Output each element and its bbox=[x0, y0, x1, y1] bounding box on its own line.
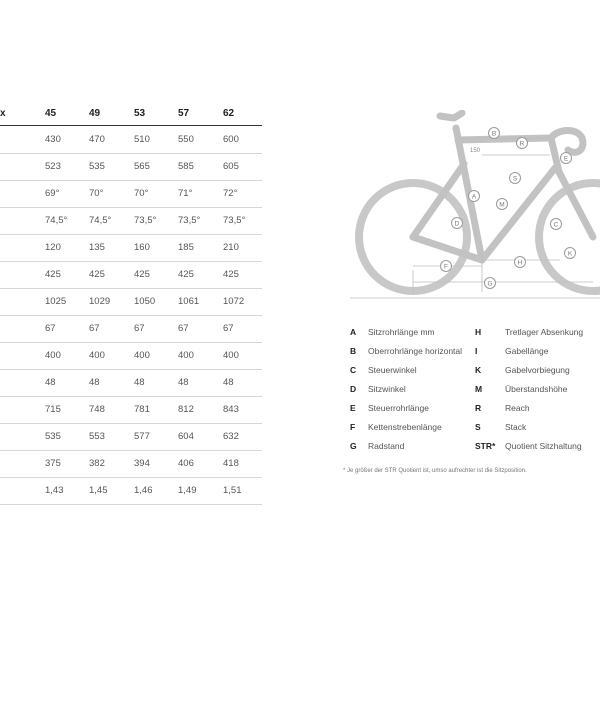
bike-geometry-diagram bbox=[350, 110, 600, 305]
legend-label: Quotient Sitzhaltung bbox=[505, 441, 582, 451]
table-cell: 430 bbox=[45, 134, 61, 145]
table-cell: 425 bbox=[223, 269, 239, 280]
table-cell: 1029 bbox=[89, 296, 111, 307]
table-row bbox=[0, 207, 262, 235]
table-cell: 843 bbox=[223, 404, 239, 415]
marker-label: R bbox=[519, 140, 525, 148]
marker-label: S bbox=[512, 175, 518, 183]
legend-label: Sitzrohrlänge mm bbox=[368, 327, 435, 337]
legend-item bbox=[350, 363, 417, 382]
marker-label: B bbox=[491, 130, 497, 138]
table-cell: 67 bbox=[178, 323, 189, 334]
table-row bbox=[0, 450, 262, 478]
table-row bbox=[0, 261, 262, 289]
table-cell: 72° bbox=[223, 188, 238, 199]
legend-key: S bbox=[475, 422, 481, 432]
legend-label: Radstand bbox=[368, 441, 405, 451]
table-cell: 185 bbox=[178, 242, 194, 253]
table-cell: 418 bbox=[223, 458, 239, 469]
legend-label: Tretlager Absenkung bbox=[505, 327, 584, 337]
table-cell: 48 bbox=[178, 377, 189, 388]
table-cell: 394 bbox=[134, 458, 150, 469]
legend-label: Reach bbox=[505, 403, 530, 413]
table-cell: 553 bbox=[89, 431, 105, 442]
marker-label: F bbox=[444, 263, 448, 271]
legend-key: R bbox=[475, 403, 482, 413]
legend-item bbox=[475, 344, 548, 363]
table-cell: 1072 bbox=[223, 296, 245, 307]
legend-item bbox=[475, 325, 583, 344]
saddle bbox=[440, 113, 462, 118]
table-cell: 400 bbox=[89, 350, 105, 361]
legend-item bbox=[350, 325, 435, 344]
table-row bbox=[0, 180, 262, 208]
table-cell: 565 bbox=[134, 161, 150, 172]
table-cell: 48 bbox=[223, 377, 234, 388]
table-cell: 425 bbox=[178, 269, 194, 280]
table-cell: 600 bbox=[223, 134, 239, 145]
legend-key: M bbox=[475, 384, 483, 394]
legend-key: B bbox=[350, 346, 357, 356]
marker-label: M bbox=[499, 201, 505, 209]
table-cell: 382 bbox=[89, 458, 105, 469]
table-cell: 67 bbox=[89, 323, 100, 334]
table-cell: 400 bbox=[45, 350, 61, 361]
footnote: * Je größer der STR Quotient ist, umso aufrechter ist die Sitzposition. bbox=[343, 468, 527, 474]
legend-item bbox=[475, 382, 567, 401]
table-cell: 74,5° bbox=[89, 215, 112, 226]
table-cell: 812 bbox=[178, 404, 194, 415]
marker-label: K bbox=[567, 250, 573, 258]
table-cell: 425 bbox=[134, 269, 150, 280]
table-cell: 550 bbox=[178, 134, 194, 145]
table-cell: 604 bbox=[178, 431, 194, 442]
table-cell: 1,43 bbox=[45, 485, 64, 496]
table-cell: 535 bbox=[89, 161, 105, 172]
table-cell: 510 bbox=[134, 134, 150, 145]
legend-label: Oberrohrlänge horizontal bbox=[368, 346, 463, 356]
table-cell: 71° bbox=[178, 188, 193, 199]
table-cell: 1050 bbox=[134, 296, 156, 307]
table-cell: 632 bbox=[223, 431, 239, 442]
table-cell: 523 bbox=[45, 161, 61, 172]
size-header: 45 bbox=[45, 108, 57, 119]
legend-label: Sitzwinkel bbox=[368, 384, 406, 394]
table-cell: 577 bbox=[134, 431, 150, 442]
table-row bbox=[0, 288, 262, 316]
marker-label: A bbox=[471, 193, 477, 201]
legend-label: Gabelvorbiegung bbox=[505, 365, 570, 375]
table-cell: 67 bbox=[134, 323, 145, 334]
size-header: 62 bbox=[223, 108, 235, 119]
size-header: 49 bbox=[89, 108, 101, 119]
legend-key: G bbox=[350, 441, 357, 451]
size-header: 53 bbox=[134, 108, 146, 119]
marker-label: G bbox=[487, 280, 493, 288]
marker-label: E bbox=[563, 155, 569, 163]
table-cell: 160 bbox=[134, 242, 150, 253]
table-row bbox=[0, 477, 262, 505]
table-cell: 1,51 bbox=[223, 485, 242, 496]
table-row bbox=[0, 369, 262, 397]
table-row bbox=[0, 234, 262, 262]
legend-label: Stack bbox=[505, 422, 527, 432]
legend-key: STR* bbox=[475, 441, 496, 451]
table-cell: 715 bbox=[45, 404, 61, 415]
table-cell: 748 bbox=[89, 404, 105, 415]
table-cell: 1,49 bbox=[178, 485, 197, 496]
legend-key: C bbox=[350, 365, 357, 375]
table-cell: 400 bbox=[178, 350, 194, 361]
table-cell: 67 bbox=[45, 323, 56, 334]
table-cell: 375 bbox=[45, 458, 61, 469]
marker-label: C bbox=[553, 221, 559, 229]
legend-label: Überstandshöhe bbox=[505, 384, 568, 394]
table-cell: 135 bbox=[89, 242, 105, 253]
table-cell: 605 bbox=[223, 161, 239, 172]
table-cell: 73,5° bbox=[178, 215, 201, 226]
table-row bbox=[0, 153, 262, 181]
table-row bbox=[0, 342, 262, 370]
legend-key: D bbox=[350, 384, 357, 394]
table-row bbox=[0, 396, 262, 424]
table-cell: 535 bbox=[45, 431, 61, 442]
legend-item bbox=[350, 382, 406, 401]
table-cell: 585 bbox=[178, 161, 194, 172]
legend-item bbox=[350, 439, 404, 458]
table-cell: 1,45 bbox=[89, 485, 108, 496]
table-row bbox=[0, 423, 262, 451]
legend-item bbox=[475, 420, 526, 439]
table-cell: 425 bbox=[45, 269, 61, 280]
legend-item bbox=[475, 401, 530, 420]
table-cell: 425 bbox=[89, 269, 105, 280]
size-header: 57 bbox=[178, 108, 190, 119]
marker-label: H bbox=[517, 259, 523, 267]
legend-item bbox=[475, 439, 582, 458]
header-partial-label: x bbox=[0, 108, 6, 119]
legend-label: Steuerwinkel bbox=[368, 365, 417, 375]
table-row bbox=[0, 315, 262, 343]
legend-label: Kettenstrebenlänge bbox=[368, 422, 442, 432]
table-cell: 73,5° bbox=[134, 215, 157, 226]
table-cell: 48 bbox=[45, 377, 56, 388]
legend-item bbox=[350, 344, 462, 363]
table-cell: 406 bbox=[178, 458, 194, 469]
chain-stay bbox=[413, 237, 482, 260]
table-cell: 69° bbox=[45, 188, 60, 199]
legend-key: K bbox=[475, 365, 482, 375]
table-row bbox=[0, 126, 262, 154]
table-cell: 48 bbox=[134, 377, 145, 388]
table-cell: 70° bbox=[134, 188, 149, 199]
marker-label: D bbox=[454, 220, 460, 228]
table-cell: 67 bbox=[223, 323, 234, 334]
table-cell: 1,46 bbox=[134, 485, 153, 496]
legend-key: E bbox=[350, 403, 356, 413]
dimension-label: 150 bbox=[470, 148, 481, 154]
table-cell: 120 bbox=[45, 242, 61, 253]
table-cell: 210 bbox=[223, 242, 239, 253]
table-cell: 400 bbox=[223, 350, 239, 361]
table-cell: 781 bbox=[134, 404, 150, 415]
legend-item bbox=[475, 363, 570, 382]
table-cell: 74,5° bbox=[45, 215, 68, 226]
table-cell: 1061 bbox=[178, 296, 200, 307]
table-cell: 70° bbox=[89, 188, 104, 199]
table-cell: 400 bbox=[134, 350, 150, 361]
legend-key: F bbox=[350, 422, 356, 432]
legend-item bbox=[350, 401, 429, 420]
legend-label: Gabellänge bbox=[505, 346, 549, 356]
legend-item bbox=[350, 420, 442, 439]
legend-key: H bbox=[475, 327, 482, 337]
legend-key: I bbox=[475, 346, 478, 356]
legend-key: A bbox=[350, 327, 357, 337]
table-cell: 48 bbox=[89, 377, 100, 388]
legend-label: Steuerrohrlänge bbox=[368, 403, 429, 413]
table-cell: 470 bbox=[89, 134, 105, 145]
table-cell: 73,5° bbox=[223, 215, 246, 226]
table-cell: 1025 bbox=[45, 296, 67, 307]
